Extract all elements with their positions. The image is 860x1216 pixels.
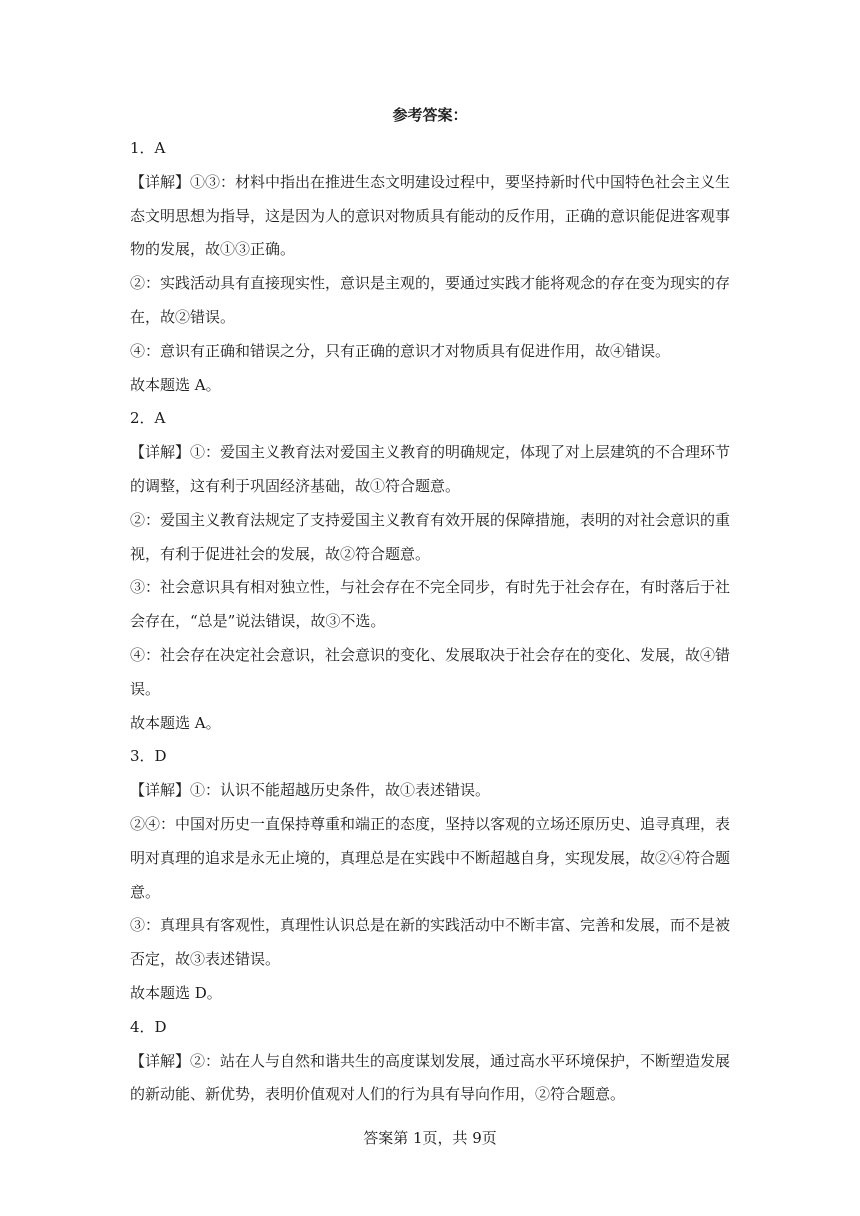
explanation-line: 的新动能、新优势，表明价值观对人们的行为具有导向作用，②符合题意。 — [130, 1085, 626, 1104]
question-block-3 — [130, 740, 730, 1010]
explanation-line: 误。 — [130, 679, 161, 698]
question-block-2 — [130, 402, 730, 740]
question-number: 3．D — [130, 747, 167, 766]
explanation-line: ④：社会存在决定社会意识，社会意识的变化、发展取决于社会存在的变化、发展，故④错 — [130, 645, 731, 664]
explanation-line: 【详解】①③：材料中指出在推进生态文明建设过程中，要坚持新时代中国特色社会主义生 — [130, 172, 731, 191]
question-block-1 — [130, 132, 730, 402]
question-block-4 — [130, 1011, 730, 1112]
explanation-line: ②④：中国对历史一直保持尊重和端正的态度，坚持以客观的立场还原历史、追寻真理，表 — [130, 814, 731, 833]
explanation-line: 在，故②错误。 — [130, 307, 236, 326]
answer-conclusion: 故本题选 D。 — [130, 983, 222, 1002]
explanation-line: 的调整，这有利于巩固经济基础，故①符合题意。 — [130, 476, 461, 495]
explanation-line: ②：爱国主义教育法规定了支持爱国主义教育有效开展的保障措施，表明的对社会意识的重 — [130, 510, 731, 529]
page-title: 参考答案： — [392, 106, 468, 124]
explanation-line: 会存在，“总是”说法错误，故③不选。 — [130, 612, 386, 631]
question-number: 1．A — [130, 139, 166, 157]
explanation-line: 【详解】①：爱国主义教育法对爱国主义教育的明确规定，体现了对上层建筑的不合理环节 — [130, 443, 731, 462]
explanation-line: 物的发展，故①③正确。 — [130, 240, 296, 259]
explanation-line: ④：意识有正确和错误之分，只有正确的意识才对物质具有促进作用，故④错误。 — [130, 341, 671, 360]
explanation-line: ③：社会意识具有相对独立性，与社会存在不完全同步，有时先于社会存在，有时落后于社 — [130, 578, 731, 597]
page-footer: 答案第 1页，共 9页 — [363, 1129, 497, 1147]
explanation-line: 态文明思想为指导，这是因为人的意识对物质具有能动的反作用，正确的意识能促进客观事 — [130, 206, 731, 225]
question-number: 4．D — [130, 1017, 167, 1036]
explanation-line: 明对真理的追求是永无止境的，真理总是在实践中不断超越自身，实现发展，故②④符合题 — [130, 848, 731, 867]
explanation-line: 否定，故③表述错误。 — [130, 950, 281, 969]
explanation-line: 意。 — [130, 882, 161, 901]
answer-conclusion: 故本题选 A。 — [130, 375, 221, 394]
answer-conclusion: 故本题选 A。 — [130, 713, 221, 732]
explanation-line: ②：实践活动具有直接现实性，意识是主观的，要通过实践才能将观念的存在变为现实的存 — [130, 274, 731, 293]
question-number: 2．A — [130, 409, 166, 428]
explanation-line: ③：真理具有客观性，真理性认识总是在新的实践活动中不断丰富、完善和发展，而不是被 — [130, 916, 731, 935]
explanation-line: 视，有利于促进社会的发展，故②符合题意。 — [130, 544, 431, 563]
answer-content — [130, 132, 730, 1112]
explanation-line: 【详解】①：认识不能超越历史条件，故①表述错误。 — [130, 781, 491, 800]
explanation-line: 【详解】②：站在人与自然和谐共生的高度谋划发展，通过高水平环境保护，不断塑造发展 — [130, 1051, 731, 1070]
